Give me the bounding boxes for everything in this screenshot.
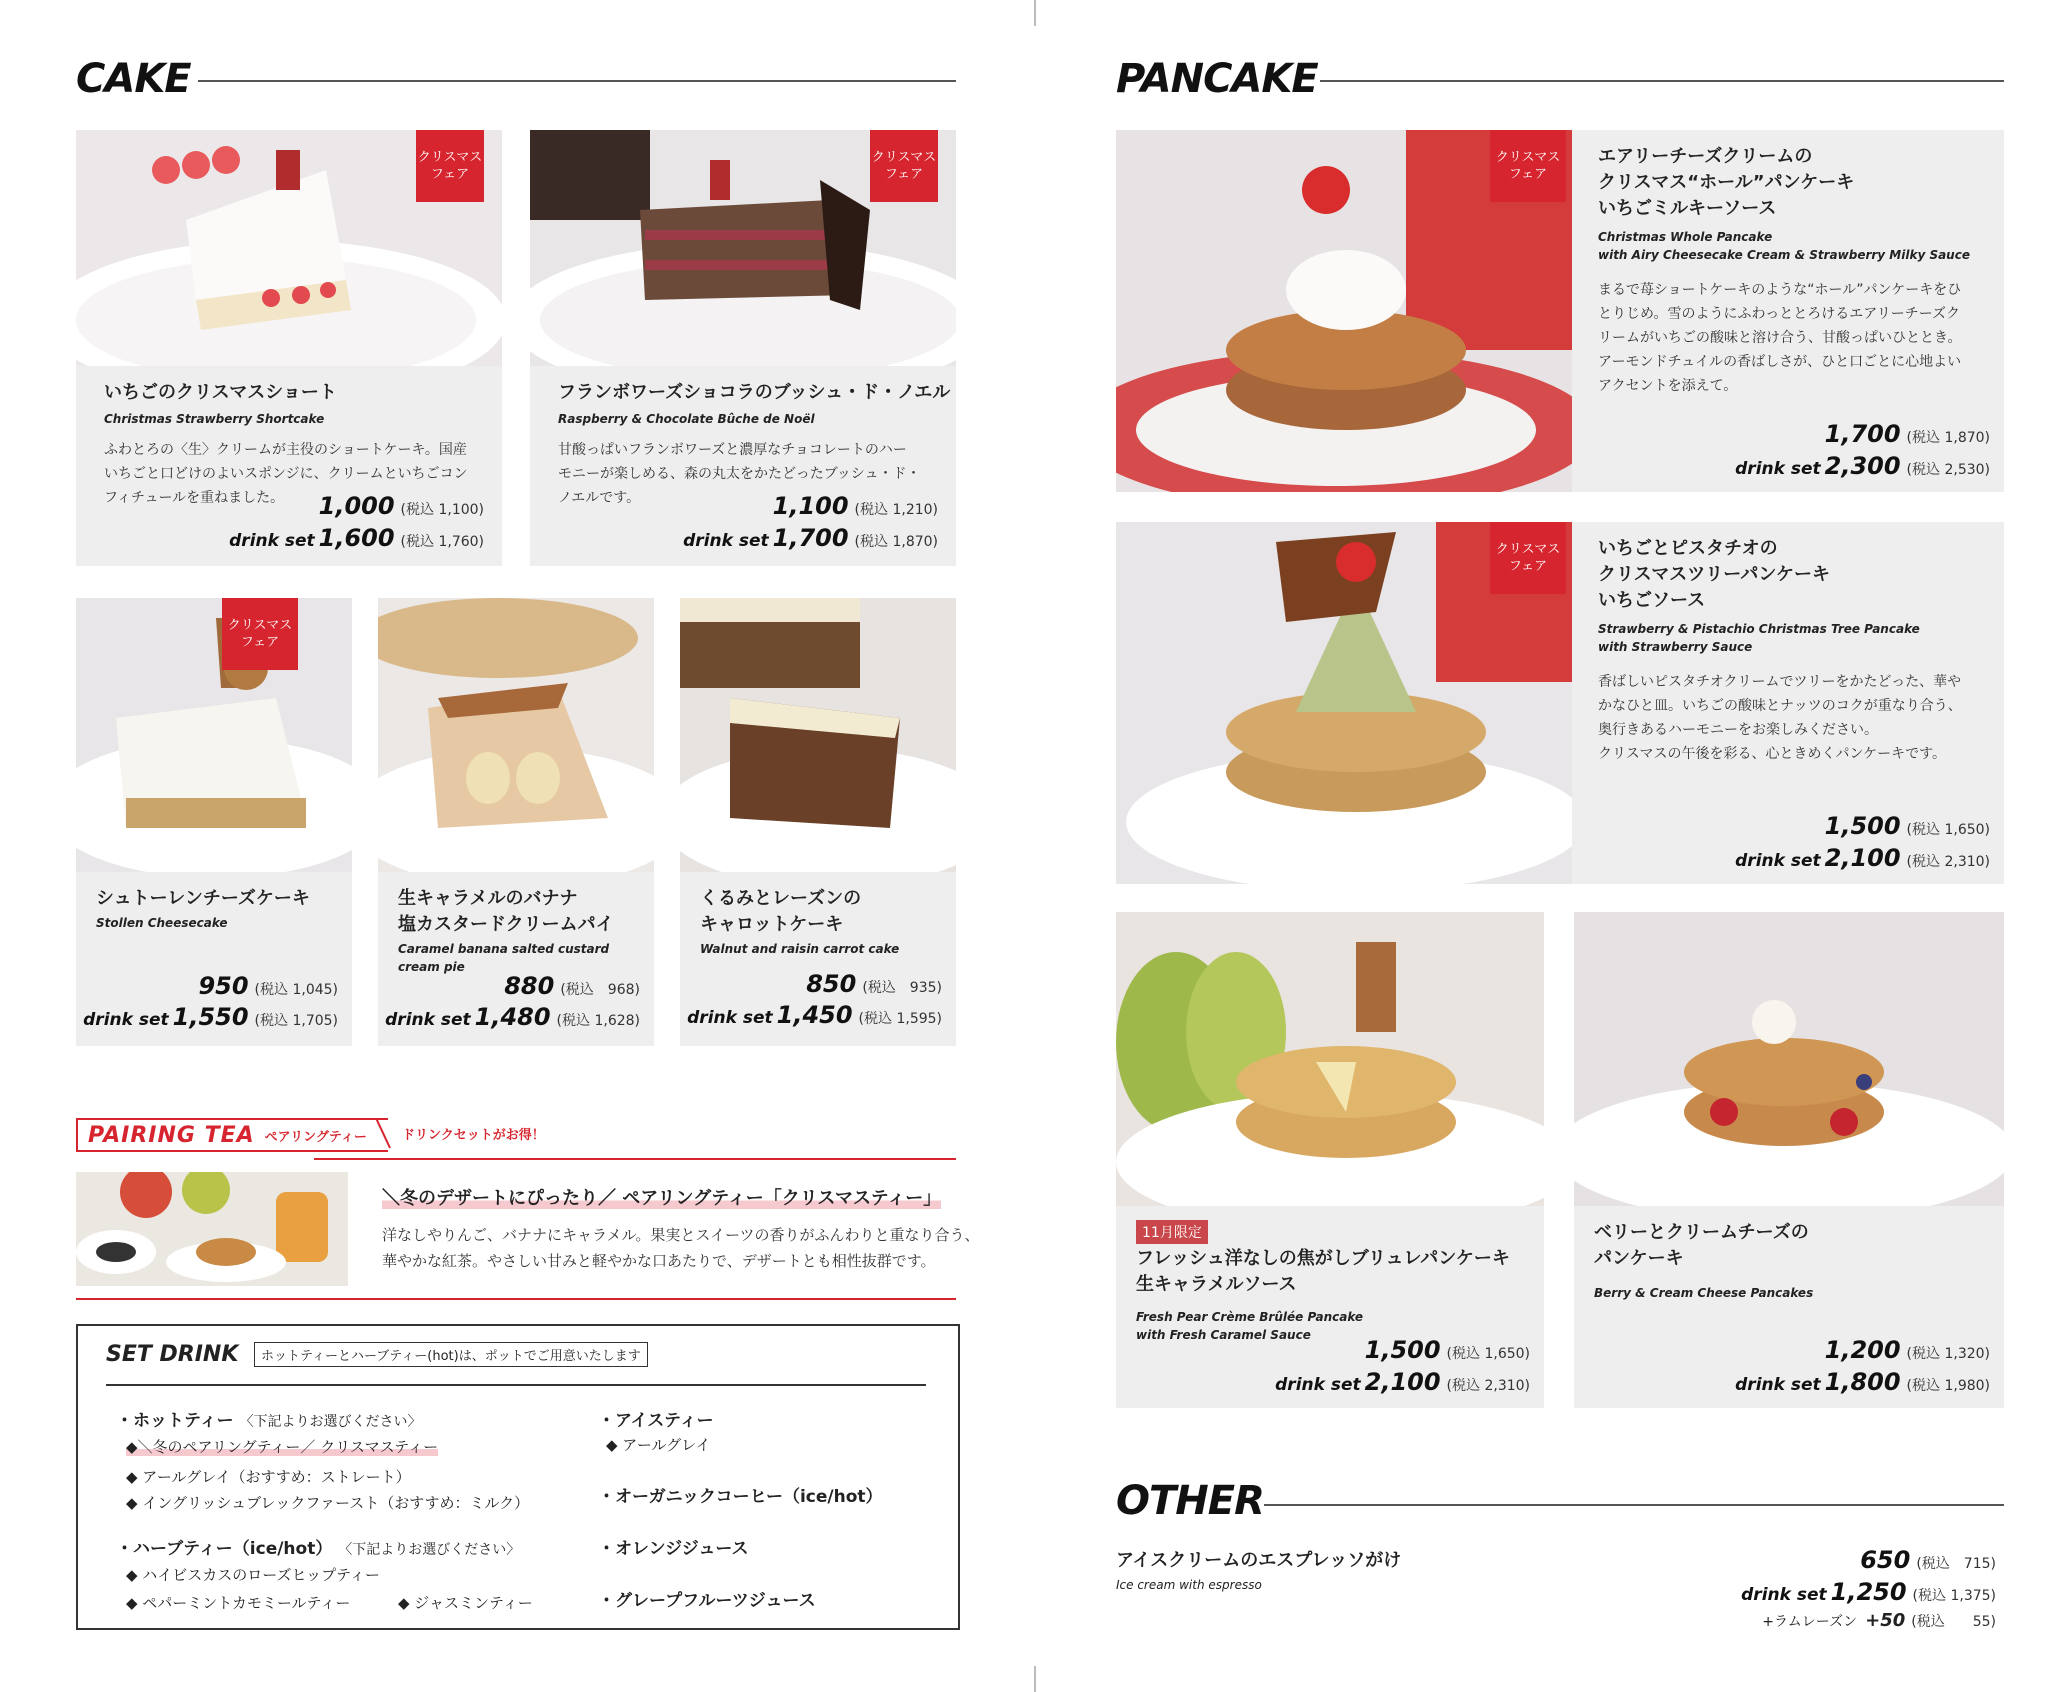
- cake-card-banana-pie[interactable]: [378, 598, 654, 1046]
- page-divider-top: [1034, 0, 1036, 26]
- grapefruit-juice-item: ・グレープフルーツジュース: [598, 1591, 816, 1611]
- other-name-en: Ice cream with espresso: [1116, 1578, 1262, 1592]
- price: 1,100 (税込 1,210): [772, 492, 938, 520]
- price: 1,700 (税込 1,870): [1824, 420, 1990, 448]
- cake-name-jp: 生キャラメルのバナナ 塩カスタードクリームパイ: [398, 888, 614, 935]
- set-drink-box: [76, 1324, 960, 1630]
- cake-name-en: Christmas Strawberry Shortcake: [104, 412, 325, 426]
- christmas-fair-badge: クリスマス フェア: [416, 130, 484, 202]
- pancake-description: まるで苺ショートケーキのような“ホール”パンケーキをひ とりじめ。雪のようにふわっととろけるエアリーチーズク リームがいちごの酸味と溶け合う、甘酸っぱいひととき。 アーモンドチュイルの香ばしさが、ひと口ごとに心地よい アクセントを添えて。: [1598, 282, 1962, 394]
- herb-tea-heading: ・ハーブティー（ice/hot） 〈下記よりお選びください〉: [116, 1539, 521, 1559]
- cake-name-en: Walnut and raisin carrot cake: [700, 942, 900, 956]
- pancake-name-jp: エアリーチーズクリームの クリスマス“ホール”パンケーキ いちごミルキーソース: [1598, 146, 1855, 219]
- pancake-name-jp: ベリーとクリームチーズの パンケーキ: [1594, 1222, 1809, 1269]
- cake-card-buche[interactable]: [530, 130, 956, 566]
- pancake-section-title: PANCAKE: [1116, 56, 1318, 102]
- pairing-bottom-rule: [76, 1298, 956, 1300]
- banana-pie-photo: [378, 598, 654, 872]
- cake-description: 甘酸っぱいフランボワーズと濃厚なチョコレートのハー モニーが楽しめる、森の丸太をかたどったブッシュ・ド・ ノエルです。: [558, 442, 921, 506]
- price: 950 (税込 1,045): [198, 972, 338, 1000]
- cake-section-rule: [198, 80, 956, 82]
- price: 1,000 (税込 1,100): [318, 492, 484, 520]
- hot-tea-item: ◆＼冬のペアリングティー／ クリスマスティー: [126, 1438, 439, 1456]
- cake-name-jp: いちごのクリスマスショート: [104, 382, 337, 403]
- other-name-jp: アイスクリームのエスプレッソがけ: [1116, 1550, 1402, 1571]
- cake-name-en: Caramel banana salted custard cream pie: [398, 942, 610, 974]
- pairing-promo: ドリンクセットがお得！: [402, 1128, 545, 1143]
- drink-set-price: drink set 1,450 (税込 1,595): [687, 1001, 942, 1029]
- drink-set-price: drink set 1,550 (税込 1,705): [83, 1003, 338, 1031]
- cake-name-jp: フランボワーズショコラのブッシュ・ド・ノエル: [558, 382, 951, 403]
- pancake-name-jp: フレッシュ洋なしの焦がしブリュレパンケーキ 生キャラメルソース: [1136, 1248, 1510, 1295]
- drink-set-price: drink set 1,700 (税込 1,870): [683, 524, 938, 552]
- pairing-tea-tag: PAIRING TEA ペアリングティー: [76, 1118, 388, 1152]
- cake-name-jp: くるみとレーズンの キャロットケーキ: [700, 888, 862, 935]
- pancake-description: 香ばしいピスタチオクリームでツリーをかたどった、華や かなひと皿。いちごの酸味とナッツのコクが重なり合う、 奥行きあるハーモニーをお楽しみください。 クリスマスの午後を彩る、心ときめくパンケーキです。: [1598, 674, 1962, 762]
- price: 850 (税込 935): [806, 970, 942, 998]
- herb-tea-item: ◆ ハイビスカスのローズヒップティー: [126, 1566, 380, 1584]
- rum-raisin-addon: +ラムレーズン +50 (税込 55): [1762, 1610, 1996, 1631]
- pancake-section-rule: [1320, 80, 2004, 82]
- pancake-name-jp: いちごとピスタチオの クリスマスツリーパンケーキ いちごソース: [1598, 538, 1831, 611]
- price: 1,500 (税込 1,650): [1824, 812, 1990, 840]
- set-drink-rule: [106, 1384, 926, 1386]
- set-drink-note: ホットティーとハーブティー(hot)は、ポットでご用意いたします: [254, 1342, 648, 1367]
- christmas-fair-badge: クリスマス フェア: [870, 130, 938, 202]
- cake-name-en: Raspberry & Chocolate Bûche de Noël: [558, 412, 815, 426]
- november-limited-tag: 11月限定: [1136, 1220, 1208, 1244]
- herb-tea-item: ◆ ペパーミントカモミールティー: [126, 1594, 351, 1612]
- set-drink-title: SET DRINK: [106, 1342, 239, 1367]
- cake-name-jp: シュトーレンチーズケーキ: [96, 888, 310, 909]
- pairing-tea-photo: [76, 1172, 348, 1286]
- christmas-fair-badge: クリスマス フェア: [1490, 130, 1566, 202]
- pancake-card-pear[interactable]: [1116, 912, 1544, 1408]
- pancake-name-en: Strawberry & Pistachio Christmas Tree Pancake with Strawberry Sauce: [1598, 622, 1920, 654]
- pancake-name-en: Berry & Cream Cheese Pancakes: [1594, 1286, 1814, 1300]
- price: 1,500 (税込 1,650): [1364, 1336, 1530, 1364]
- cake-section-title: CAKE: [76, 56, 191, 102]
- carrot-cake-photo: [680, 598, 956, 872]
- christmas-fair-badge: クリスマス フェア: [1490, 522, 1566, 594]
- hot-tea-item: ◆ アールグレイ（おすすめ：ストレート）: [126, 1468, 411, 1486]
- pear-pancake-photo: [1116, 912, 1544, 1206]
- cake-description: ふわとろの〈生〉クリームが主役のショートケーキ。国産 いちごと口どけのよいスポンジに、クリームといちごコン フィチュールを重ねました。: [104, 442, 468, 506]
- drink-set-price: drink set 2,300 (税込 2,530): [1735, 452, 1990, 480]
- hot-tea-item: ◆ イングリッシュブレックファースト（おすすめ：ミルク）: [126, 1494, 530, 1512]
- other-item-ice-cream[interactable]: [1116, 1544, 2004, 1644]
- drink-set-price: drink set 1,480 (税込 1,628): [385, 1003, 640, 1031]
- pairing-tea-header: [76, 1118, 956, 1148]
- drink-set-price: drink set 1,600 (税込 1,760): [229, 524, 484, 552]
- price: 650 (税込 715): [1860, 1546, 1996, 1574]
- price: 1,200 (税込 1,320): [1824, 1336, 1990, 1364]
- drink-set-price: drink set 1,250 (税込 1,375): [1741, 1578, 1996, 1606]
- hot-tea-heading: ・ホットティー 〈下記よりお選びください〉: [116, 1411, 422, 1431]
- pairing-top-rule: [314, 1158, 956, 1160]
- pancake-card-whole[interactable]: [1116, 130, 2004, 492]
- pancake-card-tree[interactable]: [1116, 522, 2004, 884]
- orange-juice-item: ・オレンジジュース: [598, 1539, 749, 1559]
- pairing-body: 洋なしやりんご、バナナにキャラメル。果実とスイーツの香りがふんわりと重なり合う、 華やかな紅茶。やさしい甘みと軽やかな口あたりで、デザートとも相性抜群です。: [382, 1226, 980, 1270]
- cake-card-carrot[interactable]: [680, 598, 956, 1046]
- herb-tea-item: ◆ ジャスミンティー: [398, 1594, 533, 1612]
- page-divider-bottom: [1034, 1666, 1036, 1692]
- cake-card-stollen[interactable]: [76, 598, 352, 1046]
- drink-set-price: drink set 2,100 (税込 2,310): [1735, 844, 1990, 872]
- drink-set-price: drink set 2,100 (税込 2,310): [1275, 1368, 1530, 1396]
- pancake-card-berry[interactable]: [1574, 912, 2004, 1408]
- stollen-photo: [76, 598, 352, 872]
- ice-tea-heading: ・アイスティー: [598, 1411, 714, 1431]
- drink-set-price: drink set 1,800 (税込 1,980): [1735, 1368, 1990, 1396]
- berry-pancake-photo: [1574, 912, 2004, 1206]
- pancake-name-en: Christmas Whole Pancake with Airy Cheesecake Cream & Strawberry Milky Sauce: [1598, 230, 1970, 262]
- pancake-name-en: Fresh Pear Crème Brûlée Pancake with Fresh Caramel Sauce: [1136, 1310, 1364, 1342]
- price: 880 (税込 968): [504, 972, 640, 1000]
- ice-tea-item: ◆ アールグレイ: [606, 1436, 711, 1454]
- coffee-item: ・オーガニックコーヒー（ice/hot）: [598, 1487, 883, 1507]
- pairing-headline: ＼冬のデザートにぴったり／ ペアリングティー「クリスマスティー」: [382, 1188, 942, 1209]
- cake-name-en: Stollen Cheesecake: [96, 916, 228, 930]
- cake-card-shortcake[interactable]: [76, 130, 502, 566]
- other-section-rule: [1264, 1504, 2004, 1506]
- other-section-title: OTHER: [1116, 1478, 1264, 1524]
- christmas-fair-badge: クリスマス フェア: [222, 598, 298, 670]
- pairing-tag-arrow: [376, 1118, 396, 1150]
